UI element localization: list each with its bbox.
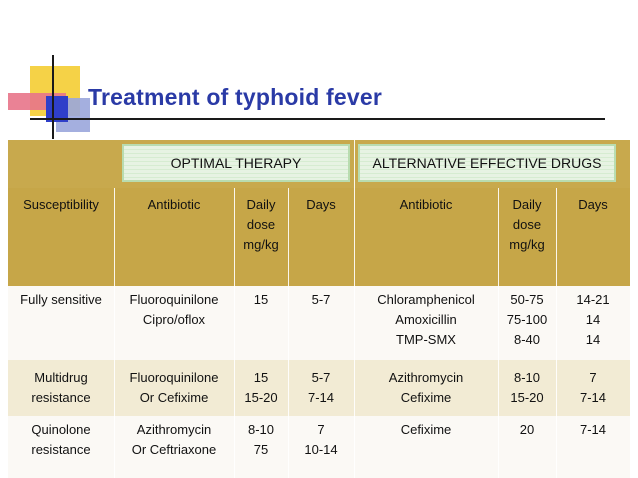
cell-dose [234,420,288,460]
cell-days [288,420,354,460]
cell-line: 8-40 [513,332,541,347]
cell-line: 15 [253,292,269,307]
cell-line: Chloramphenicol [377,292,475,307]
cell-line: Cipro/oflox [142,312,206,327]
cell-susceptibility [8,290,114,310]
cell-alt-days [556,368,630,408]
cell-alt-antibiotic [354,368,498,408]
cell-alt-dose [498,420,556,440]
cell-alt-dose [498,368,556,408]
cell-line: resistance [31,442,91,457]
group-optimal-therapy: OPTIMAL THERAPY [122,144,350,182]
logo-vertical-line [52,55,54,139]
cell-line: 14-21 [576,292,610,307]
cell-line: 75 [253,442,269,457]
cell-line: 14 [585,312,601,327]
cell-line: 7-14 [579,422,607,437]
cell-dose [234,290,288,310]
cell-line: 7-14 [307,390,335,405]
cell-line: Fluoroquinilone [129,292,219,307]
title-underline [30,118,605,120]
cell-line: 7 [589,370,597,385]
cell-line: Azithromycin [388,370,464,385]
header-alt-daily-dose: Daily dose mg/kg [509,197,545,252]
cell-line: Amoxicillin [395,312,457,327]
header-days: Days [306,197,336,212]
cell-line: 15-20 [244,390,278,405]
cell-line: Quinolone [31,422,91,437]
cell-line: Azithromycin [136,422,212,437]
cell-antibiotic [114,368,234,408]
cell-line: Fluoroquinilone [129,370,219,385]
header-antibiotic: Antibiotic [147,197,201,212]
header-daily-dose: Daily dose mg/kg [243,197,279,252]
cell-line: resistance [31,390,91,405]
cell-antibiotic [114,420,234,460]
cell-line: 15 [253,370,269,385]
cell-susceptibility [8,420,114,460]
cell-days [288,290,354,310]
cell-line: Cefixime [400,390,452,405]
cell-line: 10-14 [304,442,338,457]
cell-line: TMP-SMX [396,332,456,347]
page-title: Treatment of typhoid fever [88,84,383,110]
cell-line: Or Cefixime [139,390,209,405]
header-alt-days: Days [578,197,608,212]
cell-line: 14 [585,332,601,347]
header-alt-antibiotic: Antibiotic [399,197,453,212]
group-alternative-drugs: ALTERNATIVE EFFECTIVE DRUGS [358,144,616,182]
cell-line: 8-10 [513,370,541,385]
cell-antibiotic [114,290,234,330]
cell-alt-days [556,420,630,440]
cell-alt-antibiotic [354,290,498,350]
cell-line: Or Ceftriaxone [131,442,217,457]
cell-line: Multidrug [34,370,88,385]
header-susceptibility: Susceptibility [23,197,99,212]
cell-line: 75-100 [506,312,548,327]
cell-dose [234,368,288,408]
cell-line: 50-75 [510,292,544,307]
cell-alt-days [556,290,630,350]
cell-line: 15-20 [510,390,544,405]
cell-line: Cefixime [400,422,452,437]
cell-alt-dose [498,290,556,350]
cell-days [288,368,354,408]
cell-line: 20 [519,422,535,437]
cell-line: 7 [317,422,325,437]
cell-line: 7-14 [579,390,607,405]
cell-alt-antibiotic [354,420,498,440]
cell-line: Fully sensitive [20,292,102,307]
cell-susceptibility [8,368,114,408]
cell-line: 8-10 [247,422,275,437]
cell-line: 5-7 [311,370,331,385]
treatment-table [8,140,630,478]
cell-line: 5-7 [311,292,331,307]
